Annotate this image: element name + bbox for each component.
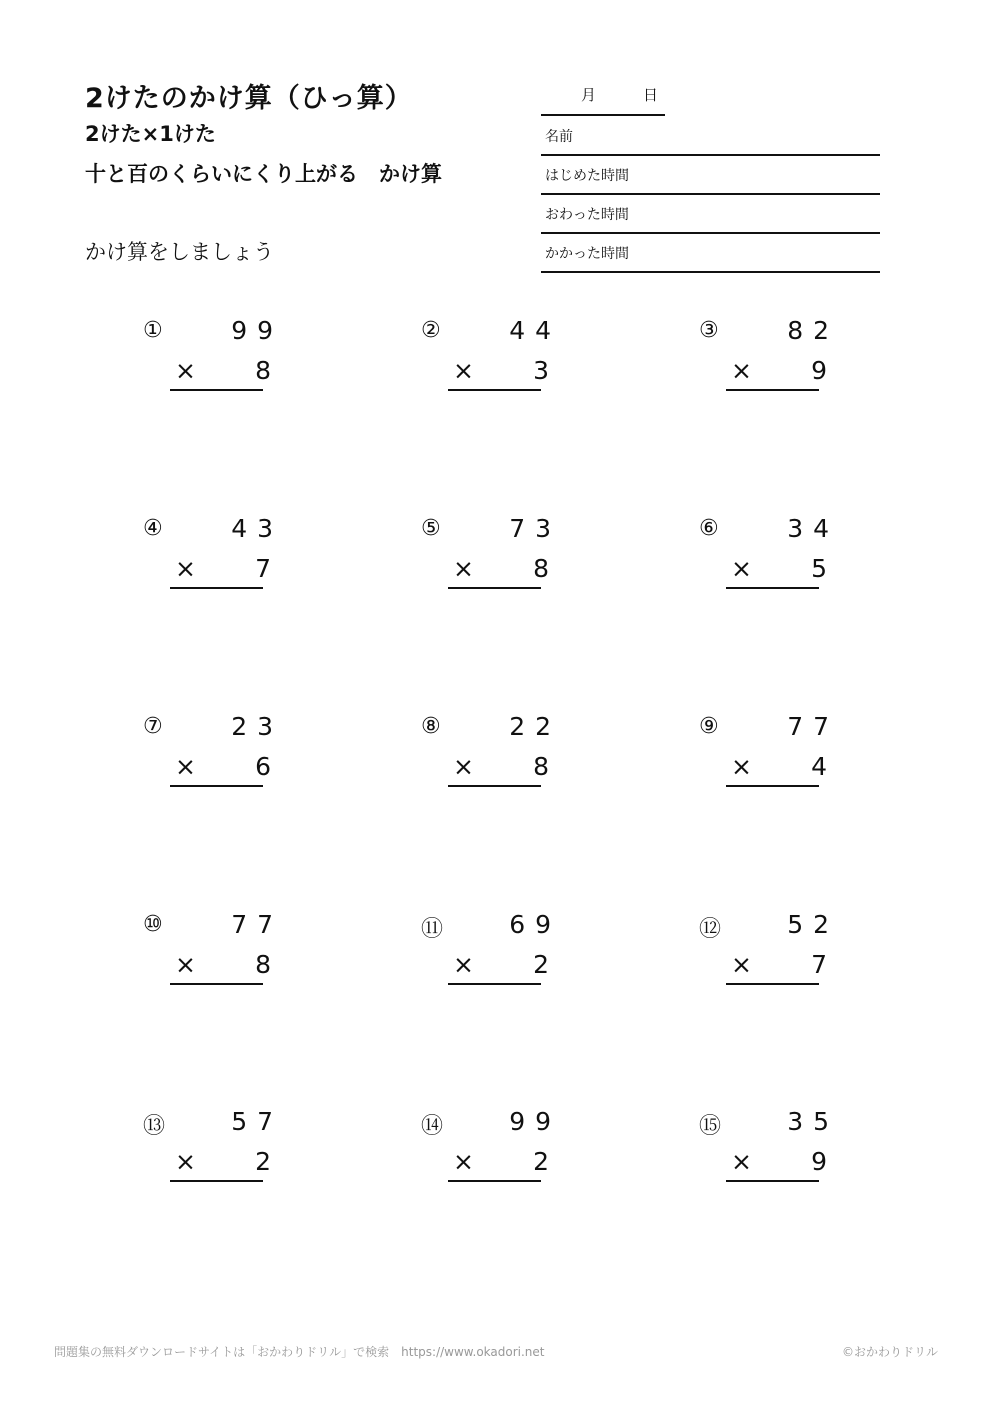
end-time-label: おわった時間 xyxy=(545,207,629,223)
problem-12 xyxy=(699,910,839,995)
day-label: 日 xyxy=(643,86,659,104)
answer-line[interactable] xyxy=(448,785,541,787)
problem-number: ① xyxy=(143,318,163,343)
multiplier: 8 xyxy=(533,752,549,781)
times-sign: × xyxy=(175,752,196,781)
multiplicand: 57 xyxy=(231,1107,283,1136)
times-sign: × xyxy=(731,554,752,583)
times-sign: × xyxy=(453,752,474,781)
worksheet-topic: 十と百のくらいにくり上がる かけ算 xyxy=(85,162,442,186)
times-sign: × xyxy=(175,950,196,979)
problem-number: ⑮ xyxy=(699,1114,722,1139)
problem-number: ② xyxy=(421,318,441,343)
answer-line[interactable] xyxy=(170,1180,263,1182)
problem-6 xyxy=(699,514,839,599)
answer-line[interactable] xyxy=(726,587,819,589)
problem-4 xyxy=(143,514,283,599)
answer-line[interactable] xyxy=(448,983,541,985)
worksheet-subtitle: 2けた×1けた xyxy=(85,122,216,146)
multiplicand: 77 xyxy=(787,712,839,741)
problem-2 xyxy=(421,316,561,401)
times-sign: × xyxy=(175,1147,196,1176)
answer-line[interactable] xyxy=(170,587,263,589)
multiplicand: 69 xyxy=(509,910,561,939)
multiplicand: 34 xyxy=(787,514,839,543)
problem-7 xyxy=(143,712,283,797)
problem-number: ③ xyxy=(699,318,719,343)
footer-copyright: ©おかわりドリル xyxy=(841,1345,938,1359)
multiplicand: 52 xyxy=(787,910,839,939)
date-field[interactable] xyxy=(541,80,665,116)
multiplicand: 43 xyxy=(231,514,283,543)
multiplier: 5 xyxy=(811,554,827,583)
footer-download-note: 問題集の無料ダウンロードサイトは「おかわりドリル」で検索 https://www.okadori.net xyxy=(54,1345,545,1359)
problem-number: ⑤ xyxy=(421,516,441,541)
answer-line[interactable] xyxy=(170,983,263,985)
answer-line[interactable] xyxy=(726,1180,819,1182)
multiplicand: 23 xyxy=(231,712,283,741)
elapsed-time-field[interactable] xyxy=(541,233,880,273)
multiplier: 6 xyxy=(255,752,271,781)
multiplier: 8 xyxy=(255,356,271,385)
multiplier: 4 xyxy=(811,752,827,781)
answer-line[interactable] xyxy=(448,587,541,589)
worksheet-title: 2けたのかけ算（ひっ算） xyxy=(85,83,413,114)
elapsed-time-label: かかった時間 xyxy=(545,246,629,262)
name-label: 名前 xyxy=(545,129,573,145)
multiplier: 8 xyxy=(533,554,549,583)
problem-1 xyxy=(143,316,283,401)
times-sign: × xyxy=(175,554,196,583)
problem-8 xyxy=(421,712,561,797)
problem-number: ⑪ xyxy=(421,917,444,942)
multiplier: 2 xyxy=(255,1147,271,1176)
multiplicand: 44 xyxy=(509,316,561,345)
problem-number: ⑧ xyxy=(421,714,441,739)
multiplicand: 77 xyxy=(231,910,283,939)
problem-11 xyxy=(421,910,561,995)
name-field[interactable] xyxy=(541,116,880,156)
multiplier: 9 xyxy=(811,1147,827,1176)
problem-3 xyxy=(699,316,839,401)
answer-line[interactable] xyxy=(170,785,263,787)
answer-line[interactable] xyxy=(726,785,819,787)
times-sign: × xyxy=(731,356,752,385)
problem-number: ⑦ xyxy=(143,714,163,739)
times-sign: × xyxy=(453,1147,474,1176)
problem-number: ⑭ xyxy=(421,1114,444,1139)
start-time-label: はじめた時間 xyxy=(545,168,629,184)
problem-10 xyxy=(143,910,283,995)
month-label: 月 xyxy=(581,86,597,104)
problem-number: ⑨ xyxy=(699,714,719,739)
multiplicand: 99 xyxy=(509,1107,561,1136)
start-time-field[interactable] xyxy=(541,155,880,195)
times-sign: × xyxy=(453,356,474,385)
answer-line[interactable] xyxy=(448,389,541,391)
end-time-field[interactable] xyxy=(541,194,880,234)
multiplicand: 73 xyxy=(509,514,561,543)
problem-9 xyxy=(699,712,839,797)
times-sign: × xyxy=(175,356,196,385)
answer-line[interactable] xyxy=(726,983,819,985)
multiplier: 8 xyxy=(255,950,271,979)
multiplier: 9 xyxy=(811,356,827,385)
problem-14 xyxy=(421,1107,561,1192)
answer-line[interactable] xyxy=(448,1180,541,1182)
multiplicand: 22 xyxy=(509,712,561,741)
problem-13 xyxy=(143,1107,283,1192)
problem-number: ⑥ xyxy=(699,516,719,541)
problem-number: ⑩ xyxy=(143,912,163,937)
times-sign: × xyxy=(453,950,474,979)
multiplicand: 99 xyxy=(231,316,283,345)
problem-number: ⑫ xyxy=(699,917,722,942)
multiplicand: 82 xyxy=(787,316,839,345)
times-sign: × xyxy=(731,950,752,979)
problem-15 xyxy=(699,1107,839,1192)
multiplier: 3 xyxy=(533,356,549,385)
multiplicand: 35 xyxy=(787,1107,839,1136)
answer-line[interactable] xyxy=(170,389,263,391)
multiplier: 2 xyxy=(533,1147,549,1176)
answer-line[interactable] xyxy=(726,389,819,391)
times-sign: × xyxy=(731,1147,752,1176)
multiplier: 2 xyxy=(533,950,549,979)
problem-number: ⑬ xyxy=(143,1114,166,1139)
problem-5 xyxy=(421,514,561,599)
times-sign: × xyxy=(731,752,752,781)
multiplier: 7 xyxy=(255,554,271,583)
times-sign: × xyxy=(453,554,474,583)
instruction-text: かけ算をしましょう xyxy=(85,240,274,264)
problem-number: ④ xyxy=(143,516,163,541)
multiplier: 7 xyxy=(811,950,827,979)
